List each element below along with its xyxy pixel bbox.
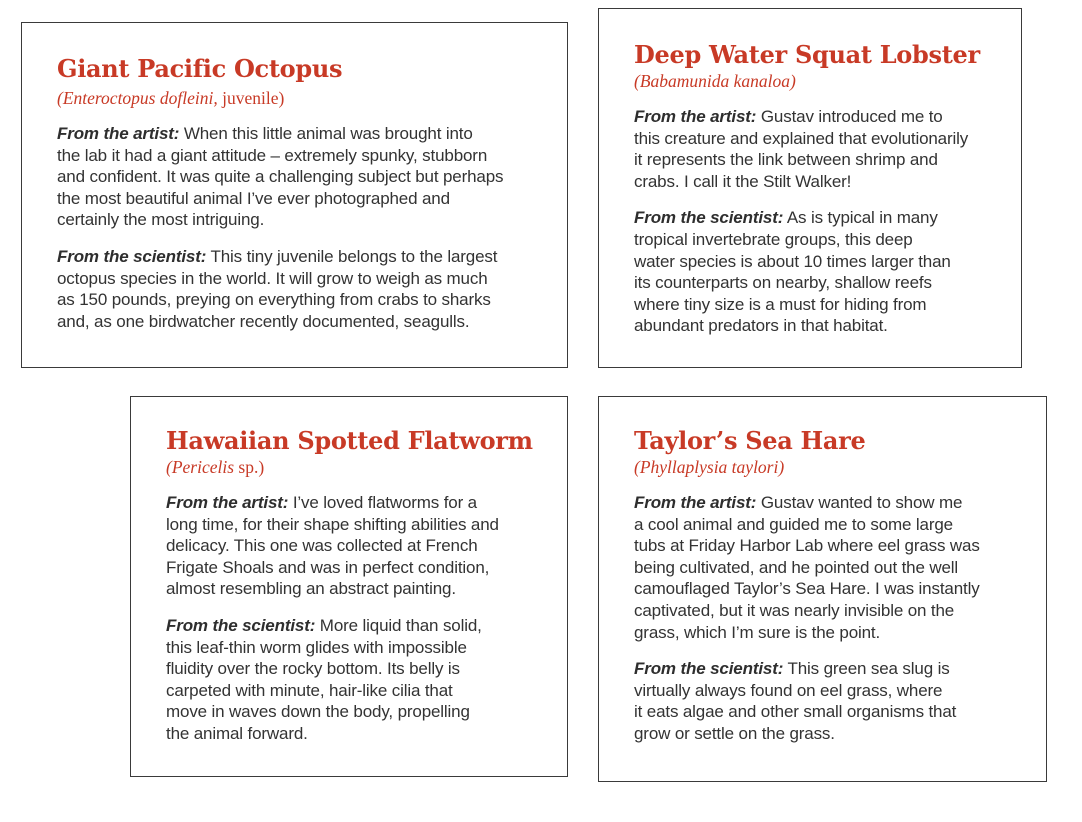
card-title: Deep Water Squat Lobster <box>634 40 980 69</box>
artist-note: From the artist: When this little animal was brought into the lab it had a giant attitude – extremely spunky, stubborn and confident. It was quite a challenging subject but perhaps the most beautiful animal I’ve ever photographed and certainly the most intriguing. <box>57 124 504 230</box>
card-title: Taylor’s Sea Hare <box>634 426 866 455</box>
card-title: Giant Pacific Octopus <box>57 54 343 83</box>
scientist-label: From the scientist: <box>634 208 784 228</box>
card-taylors-sea-hare <box>598 396 1047 782</box>
scientist-note: From the scientist: This green sea slug is virtually always found on eel grass, where it eats algae and other small organisms that grow or settle on the grass. <box>634 659 957 743</box>
scientific-name: (Phyllaplysia taylori) <box>634 457 785 477</box>
artist-note: From the artist: Gustav introduced me to this creature and explained that evolutionarily it represents the link between shrimp and crabs. I call it the Stilt Walker! <box>634 107 969 191</box>
scientist-note: From the scientist: This tiny juvenile belongs to the largest octopus species in the world. It will grow to weigh as much as 150 pounds, preying on everything from crabs to sharks and, as one birdwatcher recently documented, seagulls. <box>57 246 498 331</box>
card-title: Hawaiian Spotted Flatworm <box>166 426 533 455</box>
scientist-label: From the scientist: <box>634 659 784 679</box>
scientific-name: (Babamunida kanaloa) <box>634 71 796 91</box>
scientist-note: From the scientist: As is typical in many tropical invertebrate groups, this deep water species is about 10 times larger than its counterparts on nearby, shallow reefs where tiny size is a must for hiding from abundant predators in that habitat. <box>634 208 951 336</box>
scientist-label: From the scientist: <box>166 615 316 635</box>
scientist-note: From the scientist: More liquid than solid, this leaf-thin worm glides with impossible fluidity over the rocky bottom. Its belly is carpeted with minute, hair-like cilia that move in waves down the body, propelling the animal forward. <box>166 615 482 743</box>
artist-label: From the artist: <box>634 493 757 512</box>
card-giant-pacific-octopus <box>21 22 568 368</box>
artist-label: From the artist: <box>634 107 757 126</box>
card-deep-water-squat-lobster <box>598 8 1022 368</box>
scientific-name: (Pericelis sp.) <box>166 457 265 477</box>
scientific-name: (Enteroctopus dofleini, juvenile) <box>57 88 285 108</box>
artist-note: From the artist: Gustav wanted to show me a cool animal and guided me to some large tubs at Friday Harbor Lab where eel grass was being cultivated, and he pointed out the well camouflaged Taylor’s Sea Hare. I was instantly captivated, but it was nearly invisible on the grass, which I’m sure is the point. <box>634 493 980 642</box>
artist-note: From the artist: I’ve loved flatworms for a long time, for their shape shifting abilities and delicacy. This one was collected at French Frigate Shoals and was in perfect condition, almost resembling an abstract painting. <box>166 493 499 599</box>
card-hawaiian-spotted-flatworm <box>130 396 568 777</box>
artist-label: From the artist: <box>166 493 289 512</box>
scientist-label: From the scientist: <box>57 246 207 266</box>
artist-label: From the artist: <box>57 124 180 143</box>
